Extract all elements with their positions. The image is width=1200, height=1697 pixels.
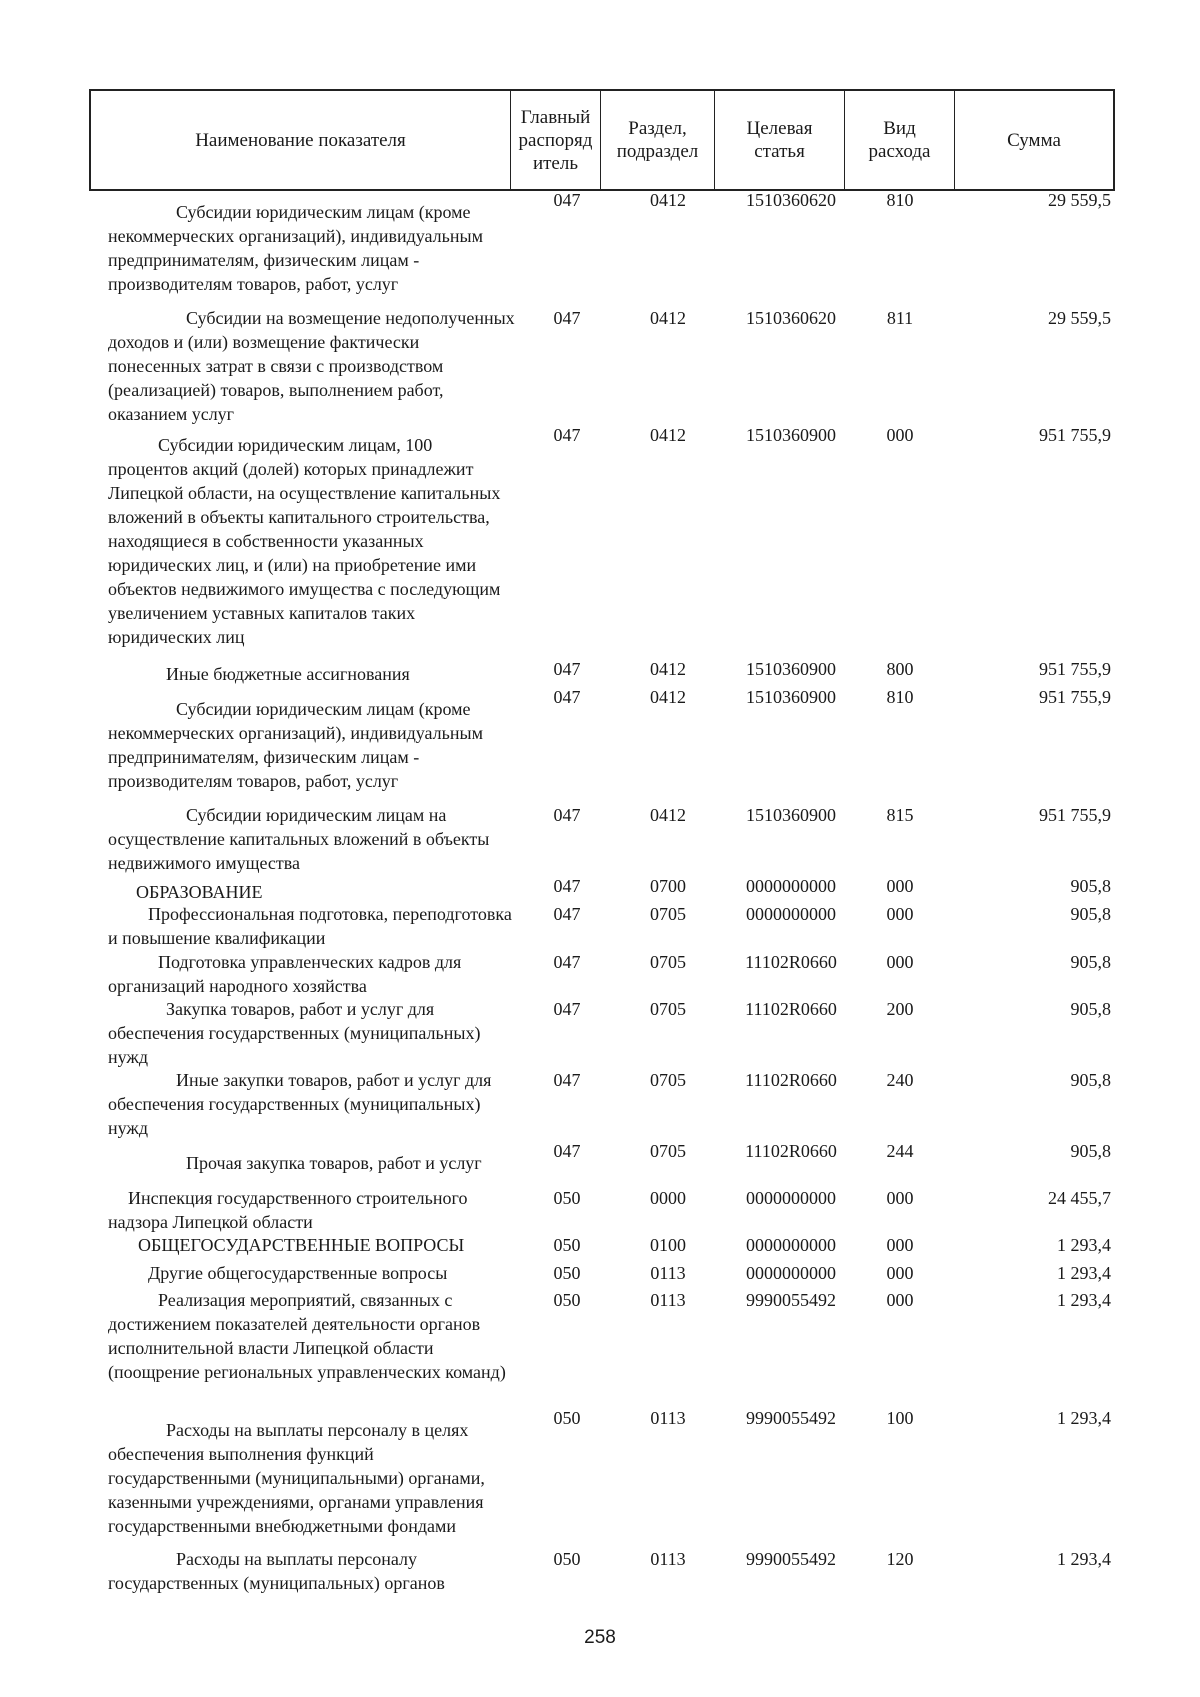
page-number: 258 bbox=[584, 1627, 616, 1648]
row-admin: 047 bbox=[553, 1141, 581, 1161]
row-sum: 905,8 bbox=[1070, 904, 1111, 924]
header-target: Целевая статья bbox=[714, 91, 844, 189]
row-section: 0113 bbox=[650, 1263, 686, 1283]
row-target: 0000000000 bbox=[746, 1235, 836, 1255]
row-target: 11102R0660 bbox=[745, 1070, 837, 1090]
row-name: Закупка товаров, работ и услуг для обеспечения государственных (муниципальных) нужд bbox=[108, 999, 481, 1067]
row-type: 810 bbox=[886, 190, 914, 210]
row-target: 9990055492 bbox=[746, 1549, 836, 1569]
row-target: 9990055492 bbox=[746, 1408, 836, 1428]
row-type: 800 bbox=[886, 659, 914, 679]
row-section: 0113 bbox=[650, 1290, 686, 1310]
row-sum: 24 455,7 bbox=[1048, 1188, 1111, 1208]
row-sum: 29 559,5 bbox=[1048, 308, 1111, 328]
row-target: 0000000000 bbox=[746, 1263, 836, 1283]
row-sum: 951 755,9 bbox=[1039, 805, 1111, 825]
row-section: 0705 bbox=[650, 999, 686, 1019]
row-type: 120 bbox=[886, 1549, 914, 1569]
row-section: 0705 bbox=[650, 904, 686, 924]
row-section: 0700 bbox=[650, 876, 686, 896]
row-name: Реализация мероприятий, связанных с достижением показателей деятельности органов исполнительной власти Липецкой области (поощрение региональных управленческих команд) bbox=[108, 1290, 506, 1382]
row-sum: 905,8 bbox=[1070, 952, 1111, 972]
row-sum: 905,8 bbox=[1070, 999, 1111, 1019]
row-admin: 047 bbox=[553, 805, 581, 825]
row-name: Инспекция государственного строительного надзора Липецкой области bbox=[108, 1188, 468, 1232]
row-name: Прочая закупка товаров, работ и услуг bbox=[186, 1153, 482, 1173]
row-section: 0412 bbox=[650, 805, 686, 825]
row-section: 0705 bbox=[650, 952, 686, 972]
row-admin: 047 bbox=[553, 659, 581, 679]
row-name: ОБЩЕГОСУДАРСТВЕННЫЕ ВОПРОСЫ bbox=[138, 1235, 465, 1255]
row-sum: 951 755,9 bbox=[1039, 687, 1111, 707]
row-target: 1510360900 bbox=[746, 659, 836, 679]
row-type: 000 bbox=[886, 1235, 914, 1255]
row-type: 200 bbox=[886, 999, 914, 1019]
row-section: 0412 bbox=[650, 190, 686, 210]
row-admin: 047 bbox=[553, 999, 581, 1019]
row-target: 1510360900 bbox=[746, 425, 836, 445]
row-section: 0100 bbox=[650, 1235, 686, 1255]
row-target: 1510360620 bbox=[746, 308, 836, 328]
row-admin: 047 bbox=[553, 190, 581, 210]
row-target: 11102R0660 bbox=[745, 952, 837, 972]
row-type: 000 bbox=[886, 425, 914, 445]
row-admin: 050 bbox=[553, 1290, 581, 1310]
header-section: Раздел, подраздел bbox=[600, 91, 714, 189]
row-target: 11102R0660 bbox=[745, 999, 837, 1019]
row-admin: 050 bbox=[553, 1188, 581, 1208]
row-name: Субсидии юридическим лицам (кроме некоммерческих организаций), индивидуальным предпринимателям, физическим лицам - производителям товаров, работ, услуг bbox=[108, 699, 483, 791]
row-admin: 047 bbox=[553, 952, 581, 972]
row-name: Подготовка управленческих кадров для организаций народного хозяйства bbox=[108, 952, 462, 996]
row-name: Иные закупки товаров, работ и услуг для обеспечения государственных (муниципальных) нужд bbox=[108, 1070, 492, 1138]
row-sum: 951 755,9 bbox=[1039, 425, 1111, 445]
row-admin: 047 bbox=[553, 687, 581, 707]
row-type: 000 bbox=[886, 1188, 914, 1208]
row-sum: 1 293,4 bbox=[1057, 1549, 1111, 1569]
row-section: 0705 bbox=[650, 1070, 686, 1090]
row-type: 000 bbox=[886, 904, 914, 924]
row-name: Профессиональная подготовка, переподготовка и повышение квалификации bbox=[108, 904, 512, 948]
row-sum: 905,8 bbox=[1070, 876, 1111, 896]
row-target: 0000000000 bbox=[746, 1188, 836, 1208]
row-type: 810 bbox=[886, 687, 914, 707]
row-target: 0000000000 bbox=[746, 904, 836, 924]
header-sum: Сумма bbox=[954, 91, 1113, 189]
row-section: 0000 bbox=[650, 1188, 686, 1208]
row-target: 1510360620 bbox=[746, 190, 836, 210]
row-sum: 29 559,5 bbox=[1048, 190, 1111, 210]
row-sum: 1 293,4 bbox=[1057, 1290, 1111, 1310]
row-admin: 050 bbox=[553, 1235, 581, 1255]
row-admin: 047 bbox=[553, 876, 581, 896]
row-name: ОБРАЗОВАНИЕ bbox=[136, 882, 263, 902]
row-name: Другие общегосударственные вопросы bbox=[148, 1263, 448, 1283]
row-section: 0113 bbox=[650, 1549, 686, 1569]
row-name: Субсидии на возмещение недополученных доходов и (или) возмещение фактически понесенных затрат в связи с производством (реализацией) товаров, выполнением работ, оказанием услуг bbox=[108, 308, 515, 424]
row-name: Расходы на выплаты персоналу в целях обеспечения выполнения функций государственными (муниципальными) органами, казенными учреждениями, органами управления государственными внебюджетными фондами bbox=[108, 1420, 485, 1536]
row-admin: 050 bbox=[553, 1549, 581, 1569]
row-name: Субсидии юридическим лицам (кроме некоммерческих организаций), индивидуальным предпринимателям, физическим лицам - производителям товаров, работ, услуг bbox=[108, 202, 483, 294]
row-section: 0412 bbox=[650, 308, 686, 328]
row-name: Иные бюджетные ассигнования bbox=[166, 664, 410, 684]
row-type: 000 bbox=[886, 1290, 914, 1310]
row-admin: 047 bbox=[553, 1070, 581, 1090]
row-section: 0412 bbox=[650, 425, 686, 445]
row-sum: 905,8 bbox=[1070, 1070, 1111, 1090]
row-target: 1510360900 bbox=[746, 687, 836, 707]
row-sum: 1 293,4 bbox=[1057, 1235, 1111, 1255]
row-target: 9990055492 bbox=[746, 1290, 836, 1310]
header-type: Вид расхода bbox=[844, 91, 954, 189]
row-type: 811 bbox=[886, 308, 914, 328]
row-sum: 905,8 bbox=[1070, 1141, 1111, 1161]
row-type: 244 bbox=[886, 1141, 914, 1161]
row-sum: 1 293,4 bbox=[1057, 1408, 1111, 1428]
row-section: 0705 bbox=[650, 1141, 686, 1161]
row-admin: 050 bbox=[553, 1408, 581, 1428]
row-target: 11102R0660 bbox=[745, 1141, 837, 1161]
row-admin: 047 bbox=[553, 904, 581, 924]
row-type: 815 bbox=[886, 805, 914, 825]
row-sum: 951 755,9 bbox=[1039, 659, 1111, 679]
row-section: 0412 bbox=[650, 659, 686, 679]
row-name: Расходы на выплаты персоналу государственных (муниципальных) органов bbox=[108, 1549, 445, 1593]
row-type: 000 bbox=[886, 952, 914, 972]
row-admin: 047 bbox=[553, 308, 581, 328]
row-type: 100 bbox=[886, 1408, 914, 1428]
row-section: 0412 bbox=[650, 687, 686, 707]
row-admin: 050 bbox=[553, 1263, 581, 1283]
row-sum: 1 293,4 bbox=[1057, 1263, 1111, 1283]
row-name: Субсидии юридическим лицам, 100 процентов акций (долей) которых принадлежит Липецкой области, на осуществление капитальных вложений в объекты капитального строительства, находящиеся в собственности указанных юридических лиц, и (или) на приобретение ими объектов недвижимого имущества с последующим увеличением уставных капиталов таких юридических лиц bbox=[108, 435, 501, 647]
header-name: Наименование показателя bbox=[195, 129, 406, 151]
row-type: 000 bbox=[886, 1263, 914, 1283]
row-section: 0113 bbox=[650, 1408, 686, 1428]
row-target: 1510360900 bbox=[746, 805, 836, 825]
table-header bbox=[89, 89, 1115, 191]
header-admin: Главный распоряд итель bbox=[510, 91, 600, 189]
row-name: Субсидии юридическим лицам на осуществление капитальных вложений в объекты недвижимого имущества bbox=[108, 805, 490, 873]
row-type: 000 bbox=[886, 876, 914, 896]
row-admin: 047 bbox=[553, 425, 581, 445]
row-target: 0000000000 bbox=[746, 876, 836, 896]
row-type: 240 bbox=[886, 1070, 914, 1090]
